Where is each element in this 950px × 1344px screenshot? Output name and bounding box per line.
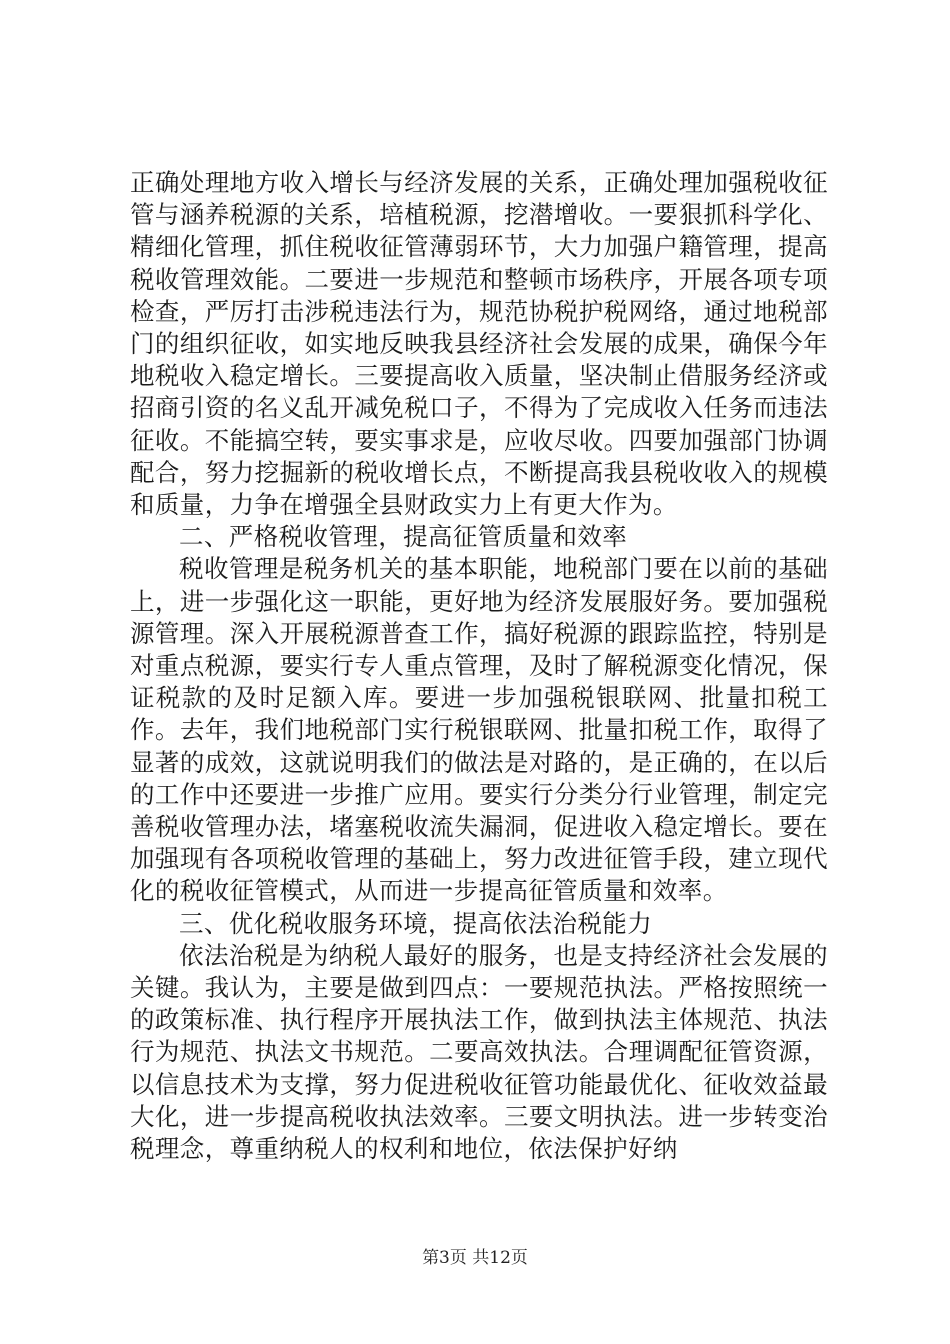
paragraph-tax-management: 税收管理是税务机关的基本职能，地税部门要在以前的基础上，进一步强化这一职能，更好地为经济发展服好务。要加强税源管理。深入开展税源普查工作，搞好税源的跟踪监控，特别是对重点税源，要实行专人重点管理，及时了解税源变化情况，保证税款的及时足额入库。要进一步加强税银联网、批量扣税工作。去年，我们地税部门实行税银联网、批量扣税工作，取得了显著的成效，这就说明我们的做法是对路的，是正确的，在以后的工作中还要进一步推广应用。要实行分类分行业管理，制定完善税收管理办法，堵塞税收流失漏洞，促进收入稳定增长。要在加强现有各项税收管理的基础上，努力改进征管手段，建立现代化的税收征管模式，从而进一步提高征管质量和效率。 xyxy=(130,554,828,906)
page-number-footer: 第3页 共12页 xyxy=(422,1248,528,1268)
paragraph-continuation: 正确处理地方收入增长与经济发展的关系，正确处理加强税收征管与涵养税源的关系，培植税源，挖潜增收。一要狠抓科学化、精细化管理，抓住税收征管薄弱环节，大力加强户籍管理，提高税收管理效能。二要进一步规范和整顿市场秩序，开展各项专项检查，严厉打击涉税违法行为，规范协税护税网络，通过地税部门的组织征收，如实地反映我县经济社会发展的成果，确保今年地税收入稳定增长。三要提高收入质量，坚决制止借服务经济或招商引资的名义乱开减免税口子，不得为了完成收入任务而违法征收。不能搞空转，要实事求是，应收尽收。四要加强部门协调配合，努力挖掘新的税收增长点，不断提高我县税收收入的规模和质量，力争在增强全县财政实力上有更大作为。 xyxy=(130,168,828,520)
section-heading-2: 二、严格税收管理，提高征管质量和效率 xyxy=(179,522,628,552)
document-body xyxy=(130,167,828,1165)
section-heading-3: 三、优化税收服务环境，提高依法治税能力 xyxy=(179,908,653,938)
paragraph-rule-of-law: 依法治税是为纳税人最好的服务，也是支持经济社会发展的关键。我认为，主要是做到四点：一要规范执法。严格按照统一的政策标准、执行程序开展执法工作，做到执法主体规范、执法行为规范、执法文书规范。二要高效执法。合理调配征管资源，以信息技术为支撑，努力促进税收征管功能最优化、征收效益最大化，进一步提高税收执法效率。三要文明执法。进一步转变治税理念，尊重纳税人的权利和地位，依法保护好纳 xyxy=(130,940,828,1164)
